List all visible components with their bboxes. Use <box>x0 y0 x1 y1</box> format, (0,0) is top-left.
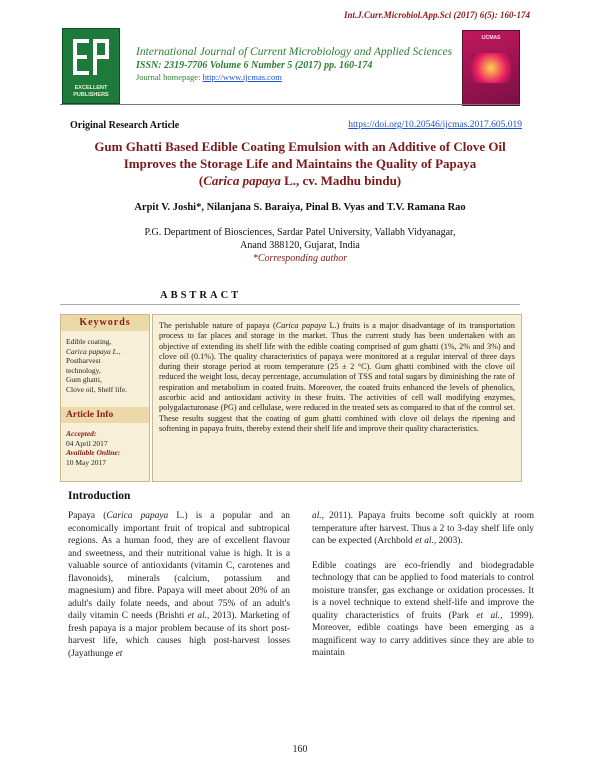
article-sidebar <box>60 314 150 482</box>
issn-line: ISSN: 2319-7706 Volume 6 Number 5 (2017) pp. 160-174 <box>136 60 373 71</box>
ep-logo-icon <box>69 35 113 79</box>
homepage-line <box>136 72 456 82</box>
homepage-link[interactable]: http://www.ijcmas.com <box>202 72 282 82</box>
cover-title: IJCMAS <box>481 35 501 41</box>
article-info-heading: Article Info <box>61 407 149 423</box>
keyword-item: Gum ghatti, <box>66 375 102 384</box>
keyword-item: Edible coating, <box>66 337 112 346</box>
abstract-box <box>152 314 522 482</box>
keywords-list <box>66 337 127 394</box>
article-type: Original Research Article <box>70 120 180 131</box>
journal-cover-image <box>462 30 520 106</box>
body-column-left <box>68 510 290 672</box>
article-title <box>70 138 530 189</box>
affiliation <box>70 226 530 265</box>
publisher-name: EXCELLENT PUBLISHERS <box>73 85 109 98</box>
homepage-label: Journal homepage: <box>136 72 203 82</box>
abstract-heading: ABSTRACT <box>160 290 242 301</box>
header-divider <box>60 104 520 105</box>
online-date: 10 May 2017 <box>66 457 106 467</box>
affiliation-line-2: Anand 388120, Gujarat, India <box>240 240 360 251</box>
body-column-right <box>312 510 534 672</box>
article-info <box>66 429 120 467</box>
keyword-item: Carica papaya L., <box>66 346 121 356</box>
keyword-item: Postharvest <box>66 356 101 365</box>
affiliation-line-1: P.G. Department of Biosciences, Sardar Patel University, Vallabh Vidyanagar, <box>144 227 456 238</box>
doi-link[interactable]: https://doi.org/10.20546/ijcmas.2017.605.019 <box>348 120 522 130</box>
accepted-date: 04 April 2017 <box>66 438 108 448</box>
body-paragraph: al., 2011). Papaya fruits become soft quickly at room temperature after harvest. Thus a 2 to 3-day shelf life only can be expected (Archbold et al., 2003). <box>312 511 534 546</box>
abstract-text: The perishable nature of papaya (Carica papaya L.) fruits is a major disadvantage of its transportation process to far places and storage in the market. Thus the current study has been undertaken with an objective of extending its shelf life with the edible coating comprised of gum ghatti (1%, 2% and 3%) and clove oil (0.1%). The quality characteristics of papaya were monitored at a regular interval of three days during their storage period at room temperature (25 ± 2 °C). Gum ghatti combined with the clove oil reduced the weight loss, decay percentage, accumulation of TSS and total sugars by diminishing the rate of respiration and metabolism in coated fruits. Moreover, the coated fruits enhanced the levels of phenolics, ascorbic acid and antioxidant activity in these fruits. The activities of cell wall modifying enzymes, polygalacturonase (PG) and cellulase, were reduced in the treated sets as compared to that of the control set. These results suggest that the coating of gum ghatti combined with clove oil delays the ripening and softening in papaya fruits, thereby extend their shelf life and improve their quality characteristics. <box>159 321 515 433</box>
page-number: 160 <box>292 744 308 755</box>
body-paragraph: Papaya (Carica papaya L.) is a popular and an economically important fruit of tropical and subtropical regions. As a human food, they are of excellent flavour and sweetness, and their nutritional value is high. It is a valuable source of antioxidants (vitamin C, carotenes and flavonoids), minerals (calcium, potassium and magnesium) and fibre. Papaya will meet about 20% of an adult's daily folate needs, and about 75% of an adult's daily vitamin C needs (Brishti et al., 2013). Marketing of fresh papaya is a major problem because of its short post-harvest life, which causes high post-harvest losses (Jayathunge et <box>68 511 290 659</box>
cover-art-icon <box>471 53 511 83</box>
author-list: Arpit V. Joshi*, Nilanjana S. Baraiya, Pinal B. Vyas and T.V. Ramana Rao <box>134 202 466 213</box>
online-label: Available Online: <box>66 448 121 457</box>
title-line-1: Gum Ghatti Based Edible Coating Emulsion with an Additive of Clove Oil <box>94 139 506 154</box>
title-line-3: (Carica papaya L., cv. Madhu bindu) <box>198 173 402 188</box>
keyword-item: Clove oil, Shelf life. <box>66 384 128 394</box>
journal-reference: Int.J.Curr.Microbiol.App.Sci (2017) 6(5): 160-174 <box>343 10 530 20</box>
title-line-2: Improves the Storage Life and Maintains the Quality of Papaya <box>123 156 477 171</box>
body-paragraph: Edible coatings are eco-friendly and biodegradable technology that can be applied to food materials to control moisture transfer, gas exchange or oxidation processes. It is a novel technique to extend shelf-life and improve the quality characteristics of fruits (Park et al., 1999). Moreover, edible coatings have been emerging as a magnificent way to carry additives since they are able to maintain <box>312 560 535 658</box>
corresponding-author: *Corresponding author <box>252 253 348 264</box>
title-species: Carica papaya <box>203 173 281 188</box>
introduction-heading: Introduction <box>68 490 131 502</box>
keyword-item: technology, <box>66 365 101 375</box>
publisher-logo <box>62 28 120 104</box>
journal-info <box>136 46 456 82</box>
keywords-heading: Keywords <box>61 315 149 331</box>
journal-name: International Journal of Current Microbiology and Applied Sciences <box>136 46 453 58</box>
accepted-label: Accepted: <box>66 429 97 438</box>
abstract-divider <box>60 304 520 305</box>
